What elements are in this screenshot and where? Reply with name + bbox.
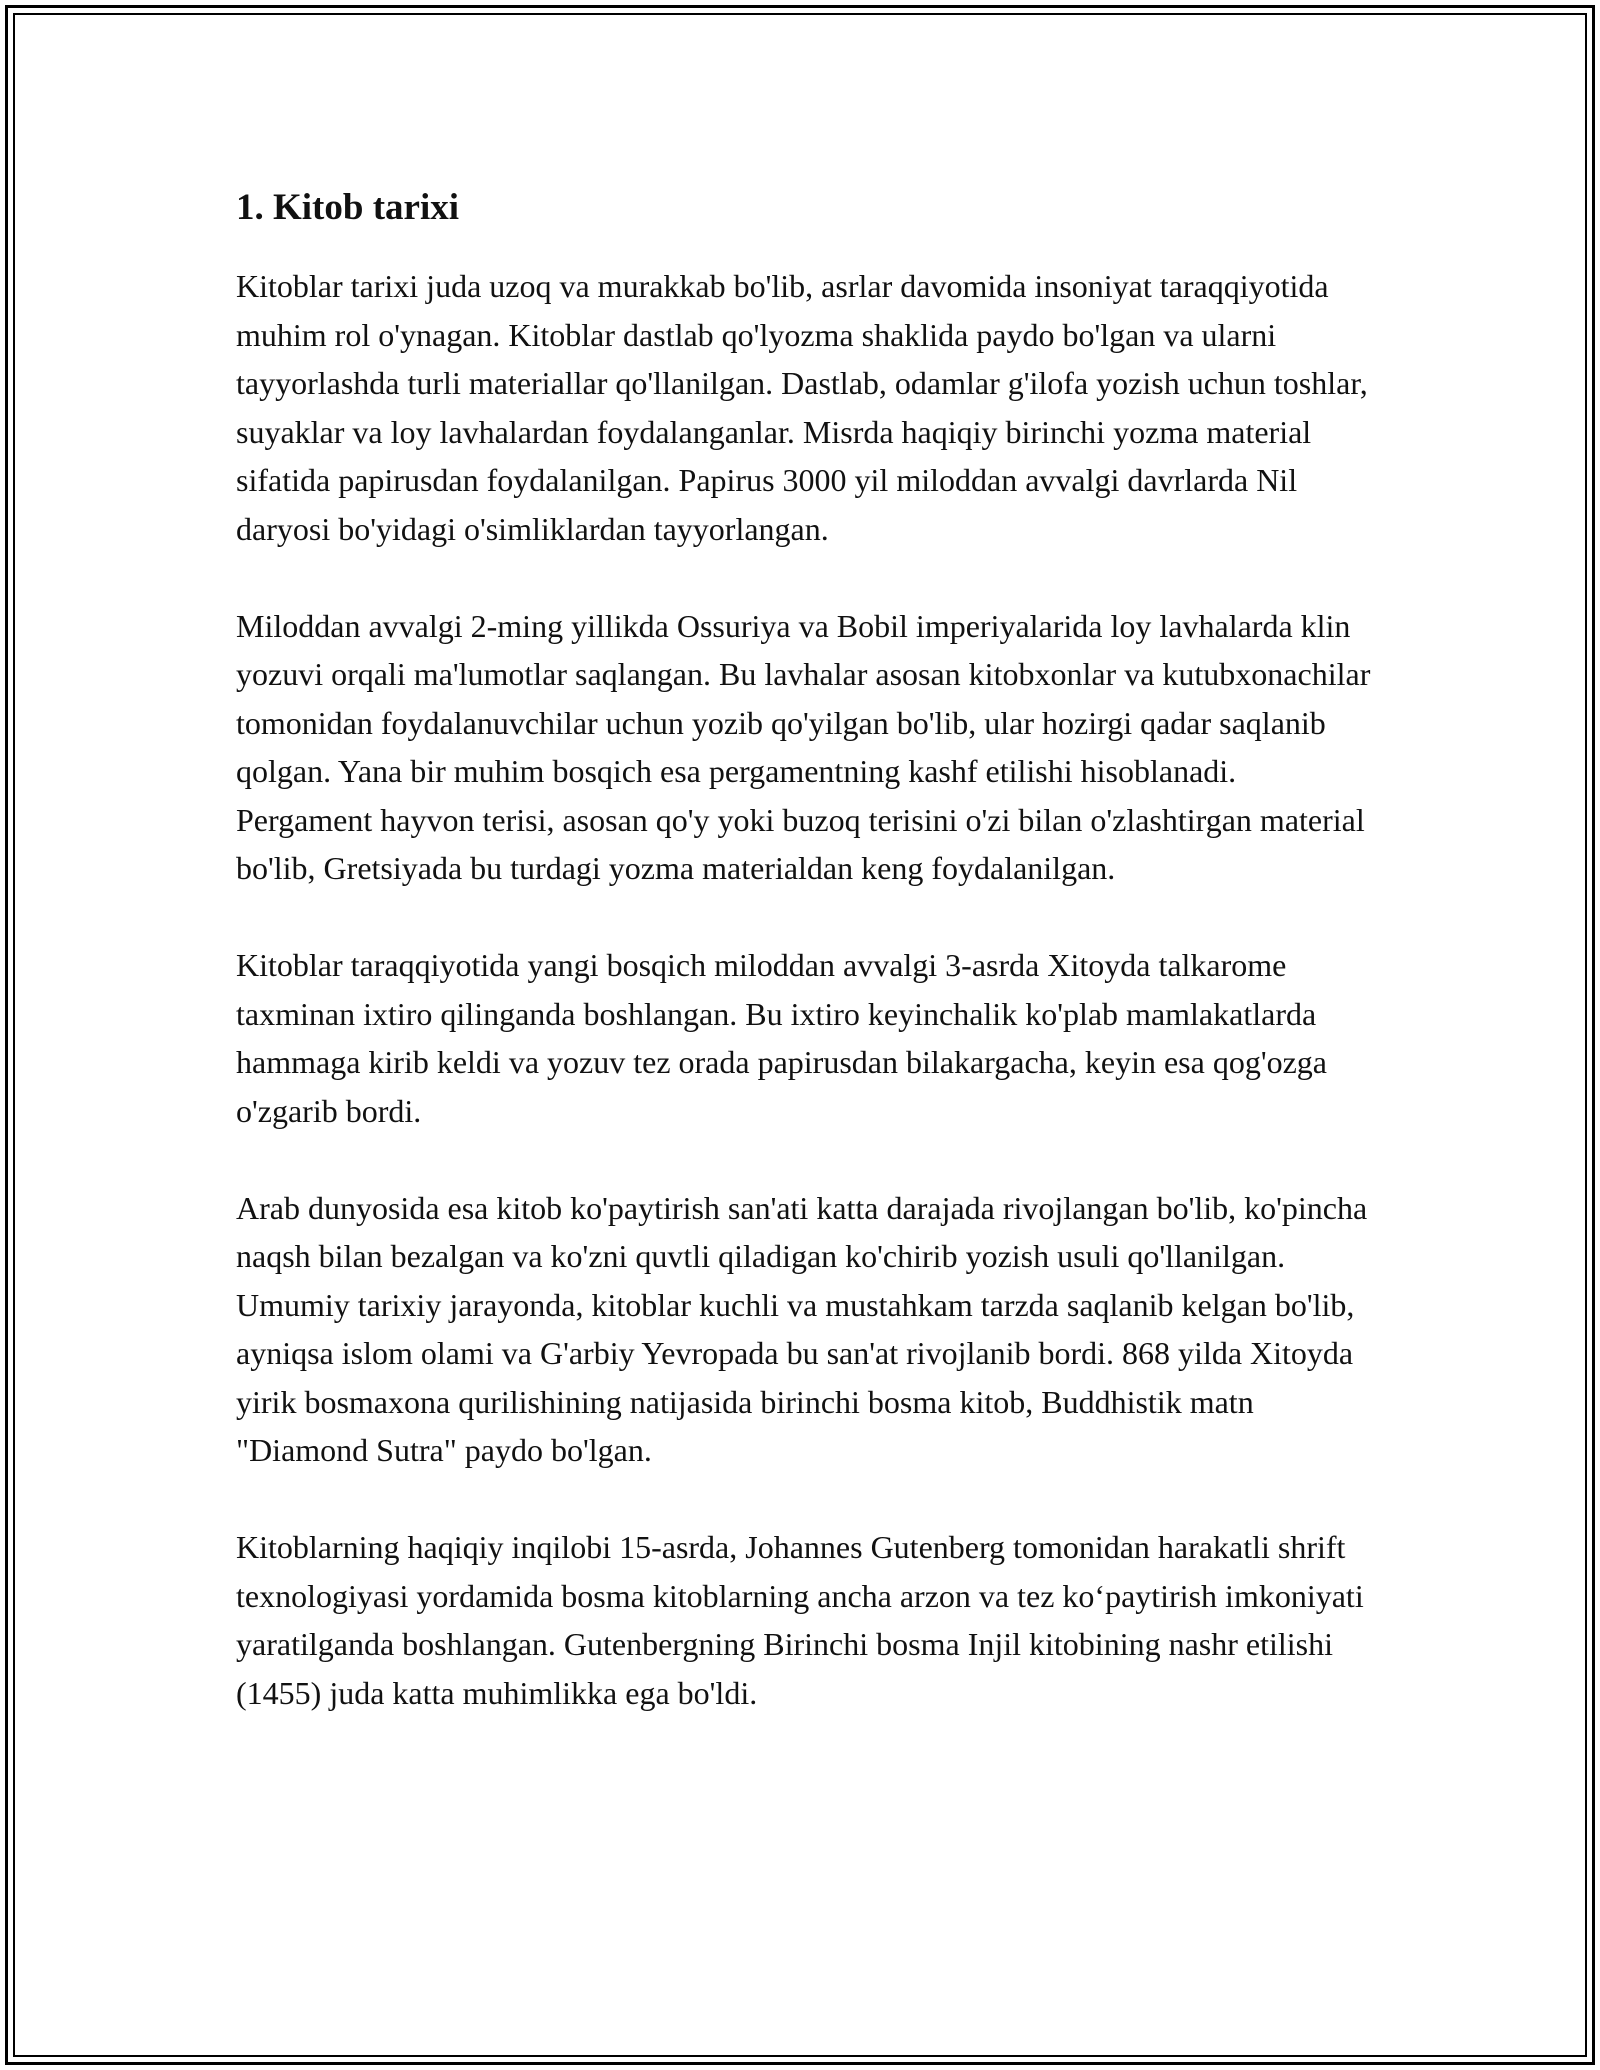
document-body [236, 186, 1376, 1766]
document-title: 1. Kitob tarixi [236, 187, 460, 228]
paragraph-china: Kitoblar taraqqiyotida yangi bosqich miloddan avvalgi 3-asrda Xitoyda talkarome taxminan ixtiro qilinganda boshlangan. Bu ixtiro keyinchalik ko'plab mamlakatlarda hammaga kirib keldi va yozuv tez orada papirusdan bilakargacha, keyin esa qog'ozga o'zgarib bordi. [236, 947, 1327, 1129]
paragraph-parchment: Miloddan avvalgi 2-ming yillikda Ossuriya va Bobil imperiyalarida loy lavhalarda klin yozuvi orqali ma'lumotlar saqlangan. Bu lavhalar asosan kitobxonlar va kutubxonachilar tomonidan foydalanuvchilar uchun yozib qo'yilgan bo'lib, ular hozirgi qadar saqlanib qolgan. Yana bir muhim bosqich esa pergamentning kashf etilishi hisoblanadi. Pergament hayvon terisi, asosan qo'y yoki buzoq terisini o'zi bilan o'zlashtirgan material bo'lib, Gretsiyada bu turdagi yozma materialdan keng foydalanilgan. [236, 607, 1371, 887]
paragraph-arab-world: Arab dunyosida esa kitob ko'paytirish san'ati katta darajada rivojlangan bo'lib, ko'pincha naqsh bilan bezalgan va ko'zni quvtli qiladigan ko'chirib yozish usuli qo'llanilgan. Umumiy tarixiy jarayonda, kitoblar kuchli va mustahkam tarzda saqlanib kelgan bo'lib, ayniqsa islom olami va G'arbiy Yevropada bu san'at rivojlanib bordi. 868 yilda Xitoyda yirik bosmaxona qurilishining natijasida birinchi bosma kitob, Buddhistik matn "Diamond Sutra" paydo bo'lgan. [236, 1189, 1368, 1469]
paragraph-gutenberg: Kitoblarning haqiqiy inqilobi 15-asrda, Johannes Gutenberg tomonidan harakatli shrift texnologiyasi yordamida bosma kitoblarning ancha arzon va tez ko‘paytirish imkoniyati yaratilganda boshlangan. Gutenbergning Birinchi bosma Injil kitobining nashr etilishi (1455) juda katta muhimlikka ega bo'ldi. [236, 1529, 1364, 1711]
paragraph-papyrus: Kitoblar tarixi juda uzoq va murakkab bo'lib, asrlar davomida insoniyat taraqqiyotida muhim rol o'ynagan. Kitoblar dastlab qo'lyozma shaklida paydo bo'lgan va ularni tayyorlashda turli materiallar qo'llanilgan. Dastlab, odamlar g'ilofa yozish uchun toshlar, suyaklar va loy lavhalardan foydalanganlar. Misrda haqiqiy birinchi yozma material sifatida papirusdan foydalanilgan. Papirus 3000 yil miloddan avvalgi davrlarda Nil daryosi bo'yidagi o'simliklardan tayyorlangan. [236, 268, 1368, 547]
